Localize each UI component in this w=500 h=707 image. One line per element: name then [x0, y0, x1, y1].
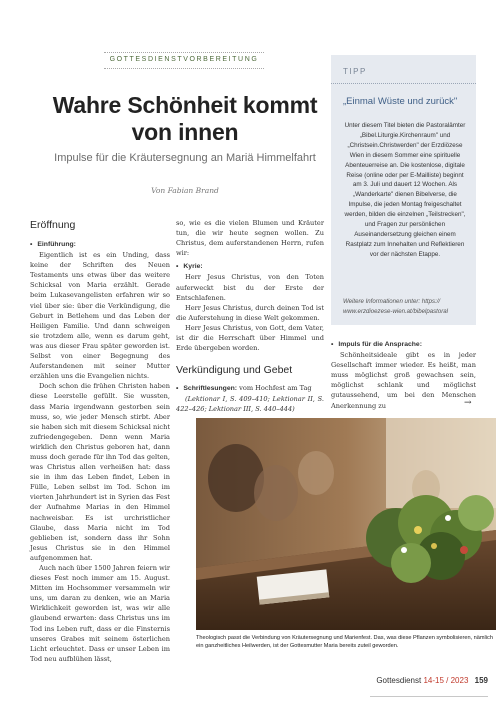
- column-3: [331, 340, 476, 411]
- footer-rule: [370, 696, 488, 697]
- paragraph: Schönheitsideale gibt es in jeder Gesellschaft immer wieder. Es heißt, man muss möglichst groß gewachsen sein, möglichst schlank und möglichst gutaussehend, um bei den Menschen Anerkennung zu: [331, 351, 476, 410]
- column-1: [30, 218, 170, 664]
- article-subtitle: Impulse für die Kräutersegnung an Mariä Himmelfahrt: [54, 152, 316, 164]
- kyrie-line: Herr Jesus Christus, von den Toten auferweckt bist du der Erste der Entschlafenen.: [176, 273, 324, 302]
- tipp-more-info-link[interactable]: Weitere Informationen unter: https:// www.erzdioezese-wien.at/bibelpastoral: [343, 298, 449, 315]
- article-title: Wahre Schönheit kommt von innen: [52, 92, 318, 145]
- paragraph: Auch nach über 1500 Jahren feiern wir dieses Fest noch immer am 15. August. Mitten im Hochsommer versammeln wir uns, um daran zu denken, wie an Maria Wirklichkeit geworden ist, was wir alle glaubend erwarten: dass Christus uns im Tod ins Leben ruft, dass er die Finsternis unseres Grabes mit seinem österlichen Licht erleuchtet. Dass er unser Leben im Tod neu aufblühen lässt,: [30, 564, 170, 663]
- photo-caption: Theologisch passt die Verbindung von Kräutersegnung und Marienfest. Das, was diese Pflanzen symbolisieren, nämlich ein ganzheitliches Heilwerden, ist der Gottesmutter Maria bereits zuteil geworden.: [196, 635, 493, 650]
- church-photo: [196, 418, 496, 630]
- page-number: 159: [474, 676, 488, 685]
- bullet-schriftlesungen: • Schriftlesungen:: [176, 385, 237, 392]
- article-byline: Von Fabian Brand: [151, 186, 219, 195]
- bullet-impuls: • Impuls für die Ansprache:: [331, 340, 476, 350]
- bullet-kyrie: • Kyrie:: [176, 262, 324, 272]
- heading-verkuendigung: Verkündigung und Gebet: [176, 364, 293, 377]
- bullet-einfuehrung: • Einführung:: [30, 240, 170, 250]
- continue-arrow-icon: →: [464, 398, 472, 408]
- issue-number: 14-15 / 2023: [423, 676, 469, 685]
- kyrie-line: Herr Jesus Christus, durch deinen Tod ist die Auferstehung in diese Welt gekommen.: [176, 303, 324, 322]
- readings-line: [176, 383, 324, 394]
- paragraph: Eigentlich ist es ein Unding, dass keine der Schriften des Neuen Testaments uns etwas über das weitere Schicksal von Maria erzählt. Gerade beim Lukasevangelisten erfahren wir so viel über sie: über die Verkündigung, die Geburt in Betlehem und das Leben der Heiligen Familie. Und dann schweigen sie trotzdem alle, wenn es darum geht, was aus dieser Frau später geworden ist. Selbst von einer Begegnung des Auferstandenen mit seiner Mutter erzählen uns die Evangelien nichts.: [30, 251, 170, 381]
- page-footer: [376, 676, 488, 685]
- kicker-rule-top: [104, 52, 264, 53]
- kyrie-line: Herr Jesus Christus, von Gott, dem Vater, ist dir die Herrschaft über Himmel und Erde übergeben worden.: [176, 323, 324, 353]
- readings-references: (Lektionar I, S. 409–410; Lektionar II, S. 422–426; Lektionar III, S. 440–444): [176, 395, 324, 414]
- tipp-title: „Einmal Wüste und zurück": [343, 96, 458, 107]
- paragraph: so, wie es die vielen Blumen und Kräuter tun, die wir heute segnen wollen. Zu Christus, dem auferstandenen Herrn, rufen wir:: [176, 219, 324, 258]
- heading-eroeffnung: Eröffnung: [30, 219, 76, 231]
- kicker-rule-bottom: [104, 68, 264, 69]
- tipp-body: Unter diesem Titel bieten die Pastoralämter „Bibel.Liturgie.Kirchenraum" und „Christsein.Christwerden" der Erzdiözese Wien in diesem Sommer eine spirituelle Abenteuerreise an. Die kostenlose, digitale Reise (online oder per E-Mailliste) beginnt am 3. Juli und dauert 12 Wochen. Als „Wanderkarte" dienen Bibelverse, die Impulse, die jeden Montag freigeschaltet werden, bilden die einzelnen „Teilstrecken", und Fragen zur persönlichen Auseinandersetzung gleichen einem Rastplatz zum Innehalten und Reflektieren vor der nächsten Etappe.: [344, 122, 466, 258]
- paragraph: Doch schon die frühen Christen haben diese Leerstelle gefüllt. Sie wussten, dass Maria irgendwann gestorben sein muss, so, wie jeder Mensch stirbt. Aber sie haben sich mit diesem Schicksal nicht zufriedengegeben. Denn wenn Maria wirklich den Christus geboren hat, dann muss doch gerade für ihn Tod das gelten, was Christus allen verheißen hat: dass sie in ihm das Leben findet, Leben in Fülle, Leben selbst im Tod. Schon im vierten Jahrhundert ist in Syrien das Fest der Aufnahme Marias in den Himmel nachweisbar. Es ist urchristlicher Glaube, dass Maria nicht im Tod geblieben ist, sondern dass ihr Sohn Jesus Christus sie in den Himmel aufgenommen hat.: [30, 382, 170, 562]
- tipp-divider: [331, 83, 476, 84]
- tipp-label: TIPP: [343, 67, 367, 76]
- tipp-box: [331, 55, 476, 325]
- column-2: [176, 218, 324, 415]
- magazine-name: Gottesdienst: [376, 676, 422, 685]
- herbs-on-pew-image: [196, 418, 496, 630]
- section-kicker: GOTTESDIENSTVORBEREITUNG: [109, 56, 259, 63]
- readings-label: vom Hochfest am Tag: [239, 384, 312, 393]
